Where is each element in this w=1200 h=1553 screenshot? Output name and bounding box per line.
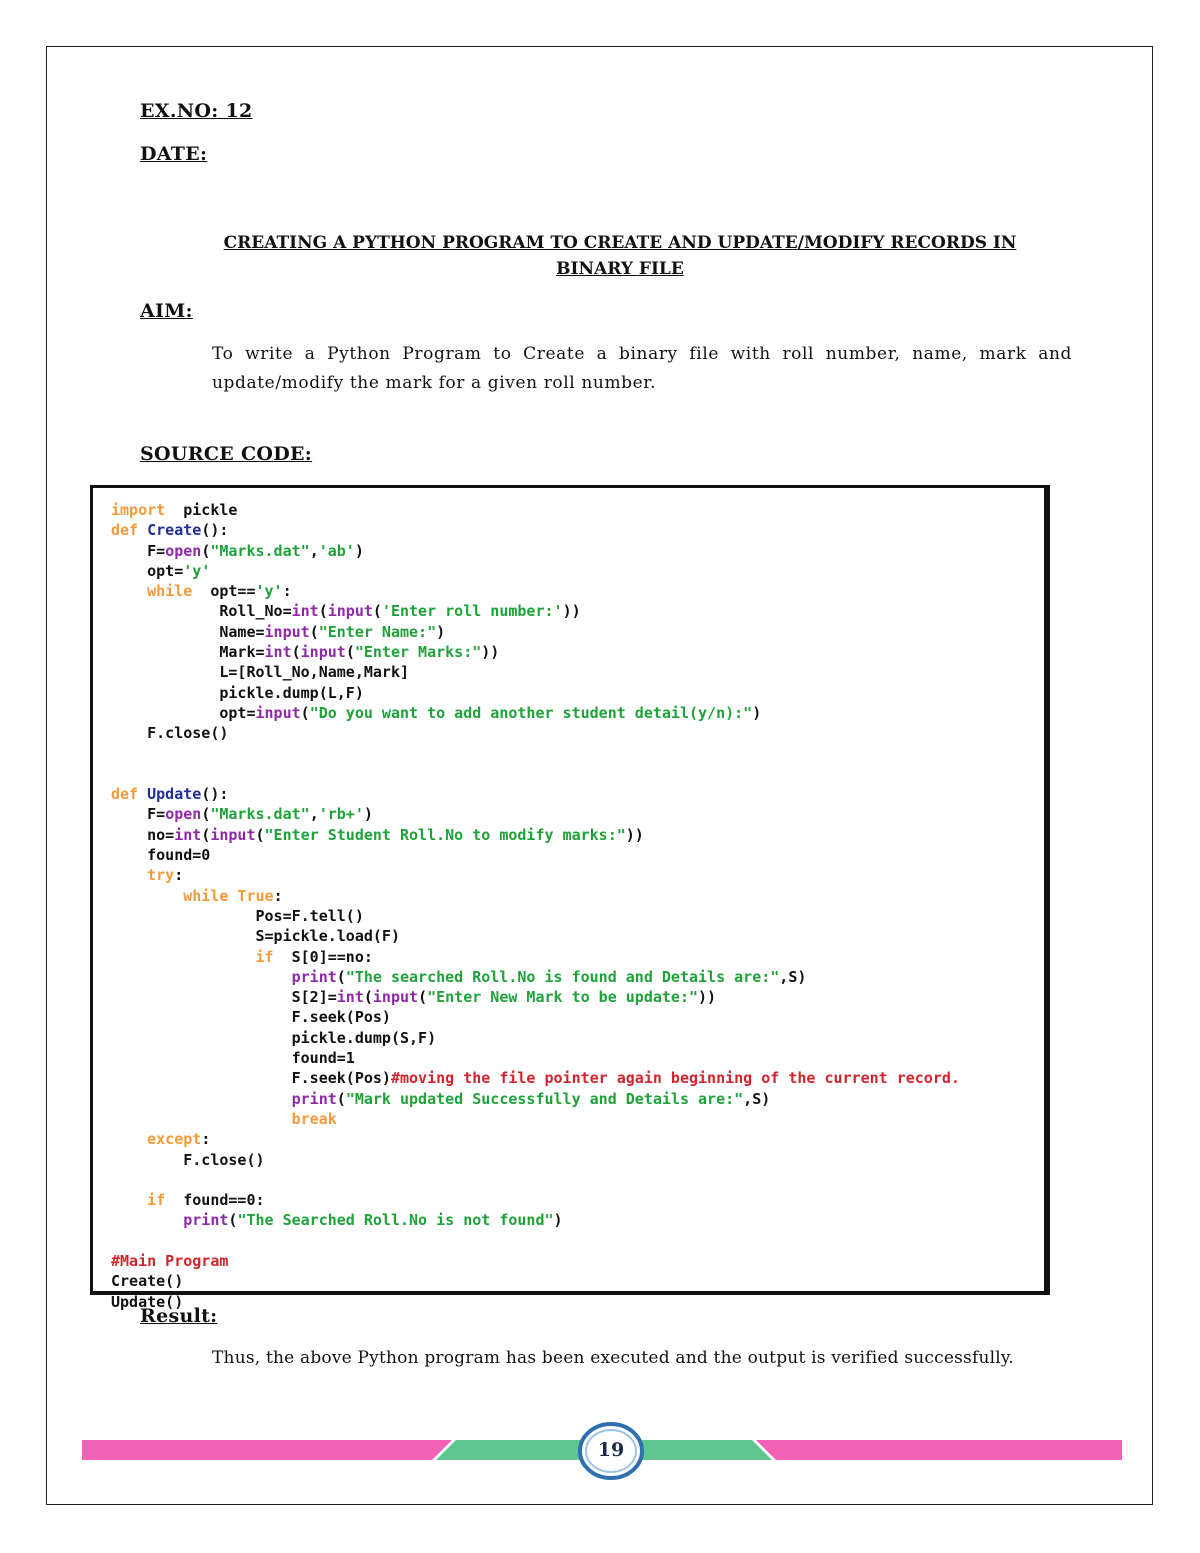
code-token: (	[318, 602, 328, 621]
code-token: while True	[111, 886, 274, 905]
code-token: Mark=	[111, 643, 265, 662]
code-token: )	[354, 541, 364, 560]
result-text: Thus, the above Python program has been executed and the output is verified successfully.	[212, 1348, 1015, 1368]
code-line	[111, 886, 960, 906]
code-token: ))	[562, 602, 581, 621]
code-token: F=	[111, 541, 166, 560]
code-token: S[0]==no:	[273, 947, 373, 966]
code-token: input	[372, 988, 419, 1007]
code-token: #moving the file pointer again beginning of the current record.	[390, 1069, 960, 1088]
code-token: try	[111, 866, 175, 885]
footer-right-green-bar	[640, 1440, 772, 1460]
code-line	[111, 1210, 960, 1230]
code-token: opt=	[111, 561, 184, 580]
code-token: Create	[138, 521, 202, 540]
code-token: def	[111, 521, 139, 540]
code-line	[111, 825, 960, 845]
code-line	[111, 804, 960, 824]
footer-right-pink-bar	[756, 1440, 1122, 1460]
code-line	[111, 967, 960, 987]
code-token: input	[255, 703, 301, 722]
code-token: Create()	[111, 1272, 184, 1291]
code-token: :	[201, 1130, 211, 1149]
code-line	[111, 1068, 960, 1088]
code-token: F=	[111, 805, 166, 824]
code-token: (	[363, 988, 373, 1007]
code-token: import	[111, 501, 166, 519]
code-line	[111, 1089, 960, 1109]
aim-text: To write a Python Program to Create a binary file with roll number, name, mark and update/modify the mark for a given roll number.	[212, 344, 1072, 393]
code-token: opt==	[192, 582, 256, 601]
code-token: Pos=F.tell()	[111, 906, 364, 925]
code-token: F.seek(Pos)	[111, 1069, 391, 1088]
code-line	[111, 764, 960, 784]
code-token: S=pickle.load(F)	[111, 927, 400, 946]
footer-left-green-bar	[436, 1440, 580, 1460]
code-token: open	[165, 541, 202, 560]
code-line	[111, 622, 960, 642]
code-token: "The searched Roll.No is found and Details are:"	[345, 967, 780, 986]
code-line	[111, 520, 960, 540]
code-token: ))	[625, 825, 644, 844]
code-token: 'ab'	[318, 541, 355, 560]
code-token: ():	[201, 785, 229, 804]
code-token: pickle	[165, 501, 238, 519]
code-line	[111, 683, 960, 703]
code-line	[111, 642, 960, 662]
code-token: :	[174, 866, 184, 885]
page-title	[140, 230, 1100, 282]
code-token: open	[165, 805, 202, 824]
code-token: )	[752, 703, 762, 722]
code-token: input	[327, 602, 373, 621]
code-token: L=[Roll_No,Name,Mark]	[111, 663, 410, 682]
code-token: break	[111, 1109, 337, 1128]
code-token: found==0:	[165, 1191, 265, 1210]
title-line-1: CREATING A PYTHON PROGRAM TO CREATE AND UPDATE/MODIFY RECORDS IN	[223, 233, 1017, 253]
code-token: int	[336, 988, 364, 1007]
aim-heading: AIM:	[140, 300, 193, 322]
code-line	[111, 1129, 960, 1149]
code-token: pickle.dump(L,F)	[111, 683, 364, 702]
source-code-heading: SOURCE CODE:	[140, 443, 313, 465]
code-token: ,	[309, 805, 319, 824]
code-line	[111, 1251, 960, 1271]
code-token: found=0	[111, 846, 211, 865]
title-line-2: BINARY FILE	[556, 259, 684, 279]
code-token: (	[336, 1089, 346, 1108]
exercise-number: EX.NO: 12	[140, 100, 253, 122]
code-line	[111, 744, 960, 764]
code-token: 'Enter roll number:'	[381, 602, 563, 621]
code-token: (	[345, 643, 355, 662]
code-token: (	[228, 1211, 238, 1230]
footer-left-pink-bar	[82, 1440, 452, 1460]
code-line	[111, 662, 960, 682]
code-token: if	[111, 1191, 166, 1210]
code-token: 'y'	[183, 561, 211, 580]
code-line	[111, 1271, 960, 1291]
code-token: "Enter Student Roll.No to modify marks:"	[264, 825, 626, 844]
code-block	[111, 500, 960, 1312]
code-token: int	[291, 602, 319, 621]
code-token: input	[264, 622, 310, 641]
code-token: "Enter New Mark to be update:"	[427, 988, 699, 1007]
code-line	[111, 1028, 960, 1048]
code-token: no=	[111, 825, 175, 844]
code-line	[111, 865, 960, 885]
code-line	[111, 601, 960, 621]
code-token: "Enter Name:"	[318, 622, 437, 641]
code-line	[111, 947, 960, 967]
code-token: (	[336, 967, 346, 986]
code-token: "Marks.dat"	[210, 541, 310, 560]
code-token: opt=	[111, 703, 256, 722]
code-token: 'rb+'	[318, 805, 364, 824]
code-token: (	[300, 703, 310, 722]
code-token: "Enter Marks:"	[354, 643, 482, 662]
code-token: def	[111, 785, 139, 804]
code-token: found=1	[111, 1049, 355, 1068]
code-line	[111, 1048, 960, 1068]
code-token: :	[282, 582, 292, 601]
code-token: int	[174, 825, 202, 844]
code-token: F.close()	[111, 1150, 265, 1169]
code-token: pickle.dump(S,F)	[111, 1028, 437, 1047]
code-token: (	[372, 602, 382, 621]
code-token: while	[111, 582, 193, 601]
code-token: Name=	[111, 622, 265, 641]
code-box	[90, 485, 1050, 1311]
code-line	[111, 703, 960, 723]
code-token: #Main Program	[111, 1251, 229, 1270]
code-token: "The Searched Roll.No is not found"	[237, 1211, 554, 1230]
code-token: if	[111, 947, 274, 966]
page-number: 19	[597, 1439, 625, 1461]
code-token: Roll_No=	[111, 602, 292, 621]
code-line	[111, 987, 960, 1007]
code-line	[111, 541, 960, 561]
code-token: input	[300, 643, 346, 662]
code-token: ))	[698, 988, 717, 1007]
code-token: ,S)	[779, 967, 807, 986]
code-token: int	[264, 643, 292, 662]
code-token: (	[291, 643, 301, 662]
code-token: (	[255, 825, 265, 844]
code-line	[111, 1292, 960, 1312]
code-line	[111, 581, 960, 601]
code-token: print	[111, 1089, 337, 1108]
code-token: Update()	[111, 1292, 184, 1311]
code-token: 'y'	[255, 582, 283, 601]
code-token: "Marks.dat"	[210, 805, 310, 824]
code-line	[111, 1150, 960, 1170]
code-token: (	[309, 622, 319, 641]
code-token: )	[436, 622, 446, 641]
code-line	[111, 561, 960, 581]
date-label: DATE:	[140, 143, 208, 165]
code-line	[111, 1170, 960, 1190]
code-token: F.seek(Pos)	[111, 1008, 391, 1027]
code-line	[111, 926, 960, 946]
code-token: (	[201, 541, 211, 560]
result-heading: Result:	[140, 1305, 218, 1327]
code-token: ,	[309, 541, 319, 560]
code-token: "Mark updated Successfully and Details are:"	[345, 1089, 744, 1108]
code-line	[111, 723, 960, 743]
code-token: ,S)	[743, 1089, 771, 1108]
code-token: )	[553, 1211, 563, 1230]
code-line	[111, 784, 960, 804]
code-token: except	[111, 1130, 202, 1149]
code-line	[111, 1231, 960, 1251]
code-token: (	[201, 805, 211, 824]
code-token: ))	[481, 643, 500, 662]
code-token: (	[201, 825, 211, 844]
code-line	[111, 1109, 960, 1129]
code-token: print	[111, 967, 337, 986]
code-token: input	[210, 825, 256, 844]
code-line	[111, 845, 960, 865]
code-line	[111, 1190, 960, 1210]
code-token: Update	[138, 785, 202, 804]
code-token: "Do you want to add another student detail(y/n):"	[309, 703, 753, 722]
code-token: :	[273, 886, 283, 905]
code-token: S[2]=	[111, 988, 337, 1007]
code-line	[111, 906, 960, 926]
code-token: )	[363, 805, 373, 824]
code-token: print	[111, 1211, 229, 1230]
code-token: F.close()	[111, 724, 229, 743]
code-token: ():	[201, 521, 229, 540]
code-line	[111, 500, 960, 520]
code-token: (	[418, 988, 428, 1007]
code-line	[111, 1007, 960, 1027]
